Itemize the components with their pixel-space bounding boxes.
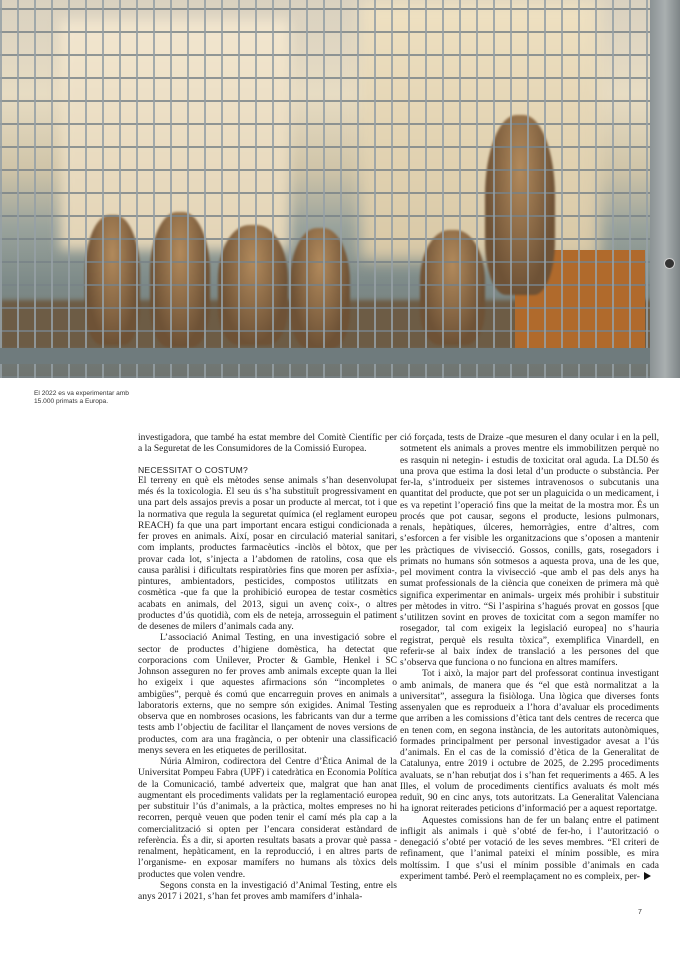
paragraph: investigadora, que també ha estat membre del Comitè Científic per a la Seguretat de les Consumidores de la Comissió Europea. <box>138 433 397 455</box>
paragraph: Tot i això, la major part del professorat continua investigant amb animals, de manera que és “el que està normalitzat a la universitat”, assegura la fisiòloga. Una lògica que diverses fonts assenyalen que es reprodueix a l’hora d’avaluar els procediments que arriben a les comissions d’ètica tant dels centres de recerca que en tenen com, en segona instància, de les autoritats autonòmiques, formades principalment per personal investigador avesat a l’ús d’animals. En el cas de la comissió d’ètica de la Generalitat de Catalunya, entre 2019 i octubre de 2025, de 2.295 procediments avaluats, se n’han rebutjat dos i s’han fet requeriments a 465. A les Illes, el volum de procediments científics avaluats és molt més reduït, 90 en cinc anys, tots autoritzats. La Generalitat Valenciana ha ignorat reiterades peticions d’informació per a aquest reportatge. <box>400 669 659 815</box>
article-column-1 <box>138 433 397 903</box>
article-photo-caged-monkeys <box>0 0 680 378</box>
section-heading: NECESSITAT O COSTUM? <box>138 464 249 475</box>
paragraph: ció forçada, tests de Draize -que mesuren el dany ocular i en la pell, sotmetent els animals a proves mentre els immobilitzen perquè no es rasquin ni netegin- i estudis de toxicitat oral aguda. La DL50 és una prova que estima la dosi letal d’un producte o substància. Per fer-la, s’introdueix per sistemes intravenosos o subcutanis una quantitat del producte, que pot ser un plaguicida o un medicament, i es va repetint l’operació fins que la meitat de la mostra mor. És un procés que pot causar, segons el producte, lesions pulmonars, renals, hepàtiques, úlceres, hemorràgies, entre d’altres, com s’esforcen a fer visible les organitzacions que s’oposen a mantenir les pràctiques de vivisecció. Gossos, conills, gats, rosegadors i primats no humans són sotmesos a aquesta prova, una de les que, pel moviment contra la vivisecció -que amb el pas dels anys ha sumat professionals de la ciència que coneixen de primera mà què significa experimentar en animals- urgeix més prohibir i substituir per mètodes in vitro. “Si l’aspirina s’hagués provat en gossos [que s’utilitzen sovint en proves de toxicitat com a segon mamífer no rosegador, tal com exigeix la legislació europea] no s’hauria registrat, perquè els resulta tòxica”, exemplifica Vinardell, en referir-se al baix índex de translació a les persones del que s’observa que funciona o no funciona en altres mamífers. <box>400 433 659 668</box>
bolt-icon <box>664 258 675 269</box>
photo-cage-bar <box>0 348 652 364</box>
paragraph: Segons consta en la investigació d’Animal Testing, entre els anys 2017 i 2021, s’han fet proves amb mamífers d’inhala- <box>138 880 397 902</box>
article-column-2 <box>400 433 659 883</box>
paragraph: El terreny en què els mètodes sense animals s’han desenvolupat més és la toxicologia. El seu ús s’ha substituït progressivament en una part dels assajos previs a posar un producte al mercat, tot i que la normativa que regula la seguretat química (el reglament europeu REACH) fa que una part important encara estigui condicionada a fer proves en animals. Així, posar en circulació material sanitari, com implants, productes farmacèutics -inclòs el bòtox, que per provar cada lot, s’injecta a l’abdomen de ratolins, cosa que els causa paràlisi i dificultats respiratòries fins que moren per asfíxia-, pintures, ambientadors, pesticides, compostos utilitzats en cosmètica -que fa que la prohibició europea de testar cosmètics acabats en animals, del 2013, sigui un avenç coix-, o altres productes d’ús quotidià, com els de neteja, arrosseguin el patiment de desenes de milers d’animals cada any. <box>138 475 397 632</box>
photo-caption: El 2022 es va experimentar amb 15.000 primats a Europa. <box>34 390 129 405</box>
paragraph-last <box>400 816 659 884</box>
page-number: 7 <box>638 909 642 916</box>
photo-wire-mesh <box>0 0 652 378</box>
continue-arrow-icon <box>644 872 651 880</box>
photo-cage-post <box>650 0 680 378</box>
paragraph: Núria Almiron, codirectora del Centre d’Ètica Animal de la Universitat Pompeu Fabra (UPF) i catedràtica en Economia Política de la Comunicació, també adverteix que, malgrat que han anat augmentant els procediments validats per la reglamentació europea per substituir l’ús d’animals, a la pràctica, moltes empreses no hi recorren, perquè veuen que poden tenir el camí més pla cap a la comercialització si opten per l’encara considerat estàndard de referència. És a dir, si aporten resultats basats a provar què passa -renalment, hepàticament, en la reproducció, i en altres parts de l’organisme- en exposar mamífers no humans als tòxics dels productes que volen vendre. <box>138 757 397 880</box>
paragraph-text: Aquestes comissions han de fer un balanç entre el patiment infligit als animals i què s’obté de fer-ho, i l’autorització o denegació s’obté per votació de les seves membres. “El criteri de refinament, que l’animal pateixi el mínim possible, es mira moltíssim. I que s’usi el mínim possible d’animals en cada experiment també. Però el reemplaçament no es compleix, per- <box>400 815 659 882</box>
paragraph: L’associació Animal Testing, en una investigació sobre el sector de productes d’higiene domèstica, ha detectat que corporacions com Unilever, Procter & Gamble, Henkel i SC Johnson asseguren no fer proves amb animals excepte quan la llei ho exigeix i que aquestes afirmacions són “incompletes o ambigües”, perquè és comú que encarreguin proves en animals a laboratoris externs, que no sempre són exigides. Animal Testing observa que en nombroses ocasions, les fabricants van dur a terme tests amb l’objectiu de facilitar el llançament de noves versions de productes, com ara una fragància, o per obtenir una classificació menys severa en les etiquetes de perillositat. <box>138 633 397 756</box>
